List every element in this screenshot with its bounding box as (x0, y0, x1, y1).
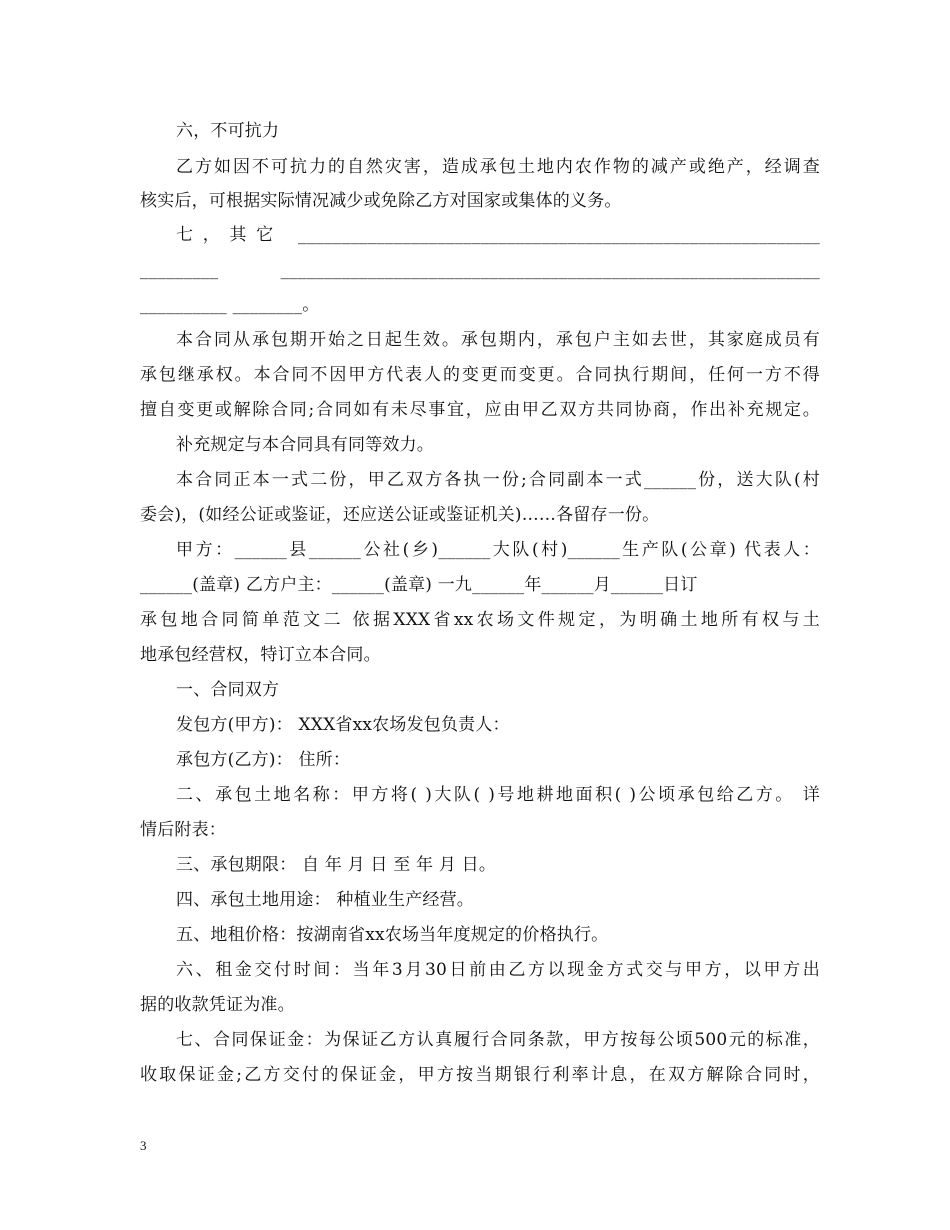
signature-line: ______(盖章) 乙方户主：______(盖章) 一九______年______月______日订 (140, 575, 698, 595)
paragraph-line: 委会)，(如经公证或鉴证，还应送公证或鉴证机关)……各留存一份。 (140, 505, 660, 525)
blank-fill-line: __________ ________。 (140, 295, 320, 315)
paragraph-line: 本合同正本一式二份，甲乙双方各执一份;合同副本一式______份，送大队(村 (176, 470, 820, 490)
paragraph-line: 二、承包土地名称：甲方将( )大队( )号地耕地面积( )公顷承包给乙方。 详 (176, 785, 820, 805)
paragraph-line: 七、合同保证金：为保证乙方认真履行合同条款，甲方按每公顷500元的标准， (176, 1030, 820, 1050)
paragraph-line: 六、租金交付时间：当年3月30日前由乙方以现金方式交与甲方，以甲方出 (176, 960, 820, 980)
paragraph-line: 补充规定与本合同具有同等效力。 (176, 435, 434, 455)
paragraph-line: 五、地租价格：按湖南省xx农场当年度规定的价格执行。 (176, 925, 609, 945)
page-number: 3 (140, 1138, 147, 1153)
blank-fill-line: _________ ______________________________________________________________ (140, 260, 820, 280)
paragraph-line: 承包方(乙方)： 住所： (176, 750, 351, 770)
signature-line: 甲方：______县______公社(乡)______大队(村)______生产队(公章) 代表人： (176, 540, 820, 560)
paragraph-line: 发包方(甲方)： XXX省xx农场发包负责人： (176, 715, 510, 735)
section-heading-force-majeure: 六，不可抗力 (176, 121, 280, 141)
paragraph-line: 承包继承权。本合同不因甲方代表人的变更而变更。合同执行期间，任何一方不得 (140, 365, 820, 385)
paragraph-line: 情后附表： (140, 820, 226, 840)
paragraph-line: 收取保证金;乙方交付的保证金，甲方按当期银行利率计息，在双方解除合同时， (140, 1065, 820, 1085)
section-heading-other: 七，其它 ____________________________________________________________ (176, 225, 820, 245)
paragraph-line: 本合同从承包期开始之日起生效。承包期内，承包户主如去世，其家庭成员有 (176, 330, 820, 350)
paragraph-line: 核实后，可根据实际情况减少或免除乙方对国家或集体的义务。 (140, 191, 622, 211)
paragraph-line: 乙方如因不可抗力的自然灾害，造成承包土地内农作物的减产或绝产，经调查 (176, 157, 820, 177)
section-heading: 一、合同双方 (176, 680, 280, 700)
paragraph-line: 据的收款凭证为准。 (140, 995, 295, 1015)
paragraph-line: 地承包经营权，特订立本合同。 (140, 645, 381, 665)
paragraph-line: 四、承包土地用途： 种植业生产经营。 (176, 890, 475, 910)
paragraph-line: 擅自变更或解除合同;合同如有未尽事宜，应由甲乙双方共同协商，作出补充规定。 (140, 400, 820, 420)
paragraph-line: 三、承包期限： 自 年 月 日 至 年 月 日。 (176, 855, 497, 875)
paragraph-line: 承包地合同简单范文二 依据XXX省xx农场文件规定，为明确土地所有权与土 (140, 610, 820, 630)
